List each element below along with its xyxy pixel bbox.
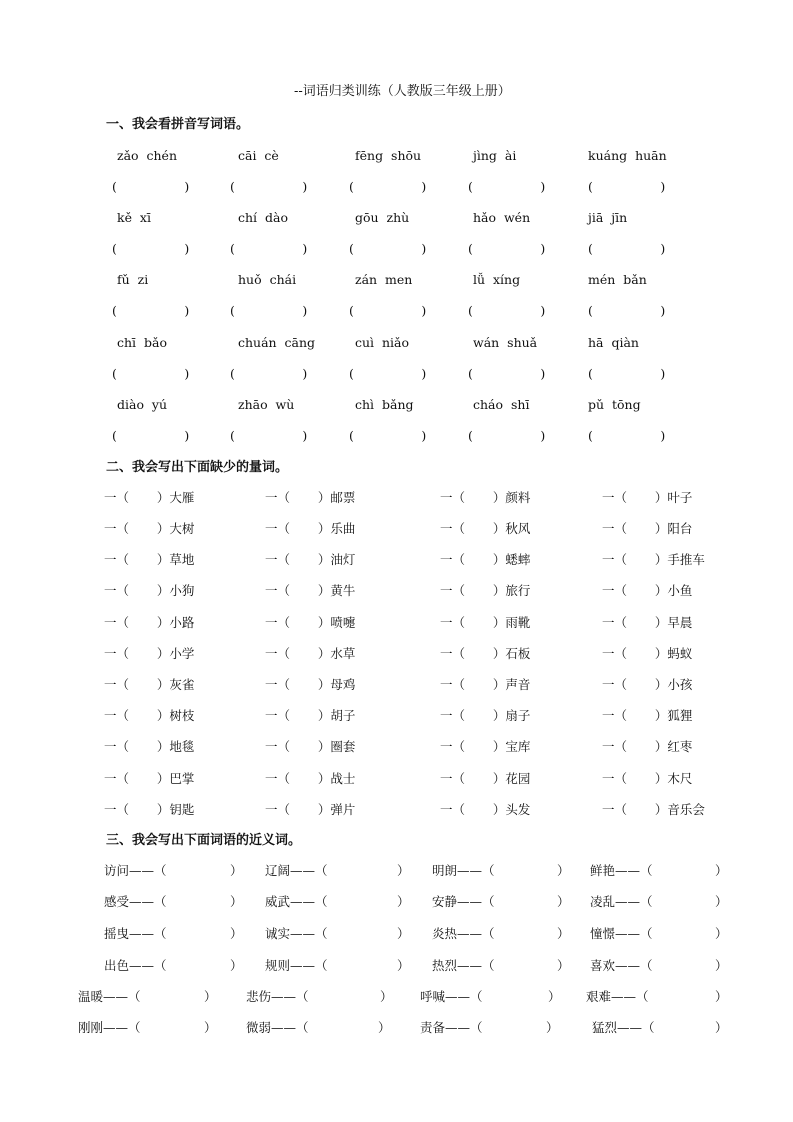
measure-word-item: 一（ ）秋风	[440, 521, 531, 536]
synonym-blank-close: ）	[230, 958, 243, 973]
measure-word-item: 一（ ）阳台	[602, 521, 693, 536]
answer-blank: ( )	[112, 303, 190, 318]
synonym-blank-close: ）	[204, 989, 217, 1004]
measure-word-item: 一（ ）扇子	[440, 708, 531, 723]
measure-word-item: 一（ ）声音	[440, 677, 531, 692]
pinyin-prompt: zhāo wù	[238, 397, 295, 412]
synonym-blank-close: ）	[715, 1020, 728, 1035]
pinyin-prompt: hǎo wén	[473, 210, 531, 225]
pinyin-prompt: fēng shōu	[355, 148, 422, 163]
synonym-item: 温暖——（	[78, 989, 141, 1004]
answer-blank: ( )	[112, 428, 190, 443]
measure-word-item: 一（ ）树枝	[104, 708, 195, 723]
answer-blank: ( )	[349, 303, 427, 318]
answer-blank: ( )	[112, 179, 190, 194]
measure-word-item: 一（ ）地毯	[104, 739, 195, 754]
synonym-item: 摇曳——（	[104, 926, 167, 941]
pinyin-prompt: gōu zhù	[355, 210, 410, 225]
measure-word-item: 一（ ）灰雀	[104, 677, 195, 692]
synonym-item: 呼喊——（	[420, 989, 483, 1004]
synonym-item: 艰难——（	[586, 989, 649, 1004]
answer-blank: ( )	[112, 241, 190, 256]
synonym-blank-close: ）	[715, 894, 728, 909]
synonym-blank-close: ）	[546, 1020, 559, 1035]
synonym-item: 访问——（	[104, 863, 167, 878]
measure-word-item: 一（ ）头发	[440, 802, 531, 817]
measure-word-item: 一（ ）黄牛	[265, 583, 356, 598]
pinyin-prompt: zán men	[355, 272, 413, 287]
answer-blank: ( )	[468, 428, 546, 443]
pinyin-prompt: jìng ài	[473, 148, 517, 163]
synonym-blank-close: ）	[715, 958, 728, 973]
synonym-blank-close: ）	[397, 894, 410, 909]
pinyin-prompt: chí dào	[238, 210, 288, 225]
measure-word-item: 一（ ）战士	[265, 771, 356, 786]
measure-word-item: 一（ ）大雁	[104, 490, 195, 505]
synonym-item: 刚刚——（	[78, 1020, 141, 1035]
answer-blank: ( )	[468, 303, 546, 318]
synonym-item: 炎热——（	[432, 926, 495, 941]
synonym-blank-close: ）	[378, 1020, 391, 1035]
synonym-blank-close: ）	[557, 926, 570, 941]
answer-blank: ( )	[230, 366, 308, 381]
synonym-blank-close: ）	[548, 989, 561, 1004]
measure-word-item: 一（ ）雨靴	[440, 615, 531, 630]
answer-blank: ( )	[588, 241, 666, 256]
page-title: --词语归类训练（人教版三年级上册）	[294, 84, 511, 99]
pinyin-prompt: kě xī	[117, 210, 151, 225]
synonym-item: 辽阔——（	[265, 863, 328, 878]
measure-word-item: 一（ ）小鱼	[602, 583, 693, 598]
synonym-blank-close: ）	[397, 926, 410, 941]
pinyin-prompt: wán shuǎ	[473, 335, 538, 350]
section-2-heading: 二、我会写出下面缺少的量词。	[106, 460, 289, 475]
synonym-blank-close: ）	[715, 926, 728, 941]
pinyin-prompt: cāi cè	[238, 148, 279, 163]
pinyin-prompt: mén bǎn	[588, 272, 647, 287]
measure-word-item: 一（ ）叶子	[602, 490, 693, 505]
synonym-item: 规则——（	[265, 958, 328, 973]
measure-word-item: 一（ ）红枣	[602, 739, 693, 754]
pinyin-prompt: hā qiàn	[588, 335, 639, 350]
synonym-blank-close: ）	[557, 894, 570, 909]
synonym-item: 诚实——（	[265, 926, 328, 941]
synonym-item: 猛烈——（	[592, 1020, 655, 1035]
pinyin-prompt: chī bǎo	[117, 335, 167, 350]
synonym-item: 出色——（	[104, 958, 167, 973]
pinyin-prompt: kuáng huān	[588, 148, 667, 163]
synonym-item: 微弱——（	[246, 1020, 309, 1035]
synonym-item: 责备——（	[420, 1020, 483, 1035]
answer-blank: ( )	[588, 366, 666, 381]
measure-word-item: 一（ ）草地	[104, 552, 195, 567]
answer-blank: ( )	[230, 241, 308, 256]
answer-blank: ( )	[588, 303, 666, 318]
pinyin-prompt: diào yú	[117, 397, 168, 412]
measure-word-item: 一（ ）邮票	[265, 490, 356, 505]
pinyin-prompt: fǔ zi	[117, 272, 149, 287]
synonym-item: 明朗——（	[432, 863, 495, 878]
synonym-blank-close: ）	[715, 863, 728, 878]
pinyin-prompt: zǎo chén	[117, 148, 178, 163]
synonym-blank-close: ）	[380, 989, 393, 1004]
measure-word-item: 一（ ）小路	[104, 615, 195, 630]
measure-word-item: 一（ ）巴掌	[104, 771, 195, 786]
answer-blank: ( )	[230, 179, 308, 194]
measure-word-item: 一（ ）圈套	[265, 739, 356, 754]
synonym-item: 鲜艳——（	[590, 863, 653, 878]
pinyin-prompt: cháo shī	[473, 397, 530, 412]
answer-blank: ( )	[468, 241, 546, 256]
synonym-item: 悲伤——（	[246, 989, 309, 1004]
synonym-item: 安静——（	[432, 894, 495, 909]
measure-word-item: 一（ ）油灯	[265, 552, 356, 567]
synonym-item: 热烈——（	[432, 958, 495, 973]
answer-blank: ( )	[588, 179, 666, 194]
answer-blank: ( )	[349, 241, 427, 256]
measure-word-item: 一（ ）旅行	[440, 583, 531, 598]
synonym-blank-close: ）	[715, 989, 728, 1004]
measure-word-item: 一（ ）乐曲	[265, 521, 356, 536]
synonym-blank-close: ）	[204, 1020, 217, 1035]
synonym-blank-close: ）	[230, 894, 243, 909]
synonym-item: 威武——（	[265, 894, 328, 909]
answer-blank: ( )	[468, 179, 546, 194]
measure-word-item: 一（ ）小学	[104, 646, 195, 661]
answer-blank: ( )	[468, 366, 546, 381]
measure-word-item: 一（ ）水草	[265, 646, 356, 661]
answer-blank: ( )	[230, 303, 308, 318]
pinyin-prompt: cuì niǎo	[355, 335, 410, 350]
pinyin-prompt: jiā jīn	[588, 210, 628, 225]
synonym-blank-close: ）	[557, 863, 570, 878]
answer-blank: ( )	[230, 428, 308, 443]
measure-word-item: 一（ ）木尺	[602, 771, 693, 786]
synonym-blank-close: ）	[397, 958, 410, 973]
measure-word-item: 一（ ）手推车	[602, 552, 705, 567]
measure-word-item: 一（ ）弹片	[265, 802, 356, 817]
measure-word-item: 一（ ）音乐会	[602, 802, 705, 817]
answer-blank: ( )	[349, 366, 427, 381]
measure-word-item: 一（ ）小孩	[602, 677, 693, 692]
measure-word-item: 一（ ）小狗	[104, 583, 195, 598]
synonym-item: 喜欢——（	[590, 958, 653, 973]
answer-blank: ( )	[349, 179, 427, 194]
synonym-blank-close: ）	[230, 926, 243, 941]
pinyin-prompt: huǒ chái	[238, 272, 297, 287]
measure-word-item: 一（ ）颜料	[440, 490, 531, 505]
pinyin-prompt: lǚ xíng	[473, 272, 521, 287]
measure-word-item: 一（ ）钥匙	[104, 802, 195, 817]
synonym-blank-close: ）	[230, 863, 243, 878]
answer-blank: ( )	[588, 428, 666, 443]
synonym-item: 凌乱——（	[590, 894, 653, 909]
pinyin-prompt: pǔ tōng	[588, 397, 641, 412]
answer-blank: ( )	[112, 366, 190, 381]
measure-word-item: 一（ ）喷嚏	[265, 615, 356, 630]
section-1-heading: 一、我会看拼音写词语。	[106, 117, 250, 132]
measure-word-item: 一（ ）石板	[440, 646, 531, 661]
measure-word-item: 一（ ）早晨	[602, 615, 693, 630]
synonym-item: 憧憬——（	[590, 926, 653, 941]
measure-word-item: 一（ ）花园	[440, 771, 531, 786]
measure-word-item: 一（ ）宝库	[440, 739, 531, 754]
pinyin-prompt: chì bǎng	[355, 397, 414, 412]
answer-blank: ( )	[349, 428, 427, 443]
measure-word-item: 一（ ）胡子	[265, 708, 356, 723]
measure-word-item: 一（ ）大树	[104, 521, 195, 536]
synonym-blank-close: ）	[557, 958, 570, 973]
measure-word-item: 一（ ）蟋蟀	[440, 552, 531, 567]
measure-word-item: 一（ ）母鸡	[265, 677, 356, 692]
section-3-heading: 三、我会写出下面词语的近义词。	[106, 833, 302, 848]
synonym-blank-close: ）	[397, 863, 410, 878]
measure-word-item: 一（ ）蚂蚁	[602, 646, 693, 661]
synonym-item: 感受——（	[104, 894, 167, 909]
pinyin-prompt: chuán cāng	[238, 335, 316, 350]
measure-word-item: 一（ ）狐狸	[602, 708, 693, 723]
